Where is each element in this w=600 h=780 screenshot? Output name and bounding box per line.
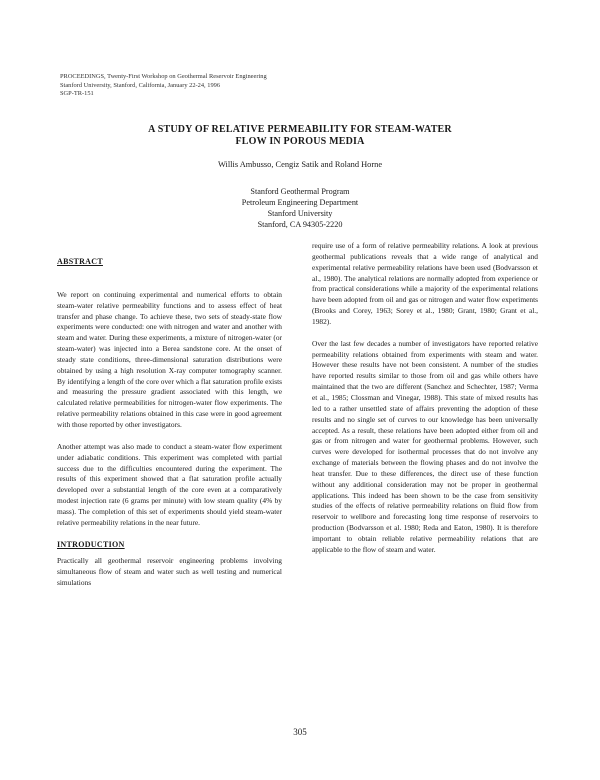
abstract-paragraph: We report on continuing experimental and numerical efforts to obtain steam-water relative permeability functions and to assess effect of heat transfer and phase change. To achieve these, two sets of steady-state flow experiments were conducted: one with nitrogen and water and another with steam and water. During these experiments, a mixture of nitrogen-water (or steam-water) was injected into a Berea sandstone core. At the onset of steady state conditions, three-dimensional saturation distributions were obtained by using a high resolution X-ray computer tomography scanner. By identifying a length of the core over which a flat saturation profile exists and measuring the pressure gradient associated with this length, we calculated relative permeabilities for nitrogen-water flow experiments. The relative permeability relations obtained in this case were in good agreement with those reported by other investigators. [57,289,282,429]
right-column [312,241,538,567]
author-list: Willis Ambusso, Cengiz Satik and Roland Horne [217,160,383,169]
title-line: A STUDY OF RELATIVE PERMEABILITY FOR STEAM-WATER [148,124,452,135]
affiliation [0,186,600,230]
proceedings-line: PROCEEDINGS, Twenty-First Workshop on Geothermal Reservoir Engineering [60,73,267,80]
body-paragraph: Over the last few decades a number of investigators have reported relative permeability relations obtained from experiments with steam and water. However these results have not been consistent. A number of the studies have reported results similar to those from oil and gas while others have maintained that the two are different (Sanchez and Schechter, 1987; Verma et al., 1985; Clossman and Vinegar, 1988). This state of mixed results has led to a rather unsettled state of affairs preventing the adoption of these results and no single set of curves to our knowledge has been universally accepted. As a result, these relations have been adopted either from oil and gas or from nitrogen and water for geothermal problems. However, such curves were developed for isothermal processes that do not involve any exchange of materials between the flowing phases and do not involve the heat transfer. Due to these differences, the direct use of these function without any additional consideration may not be proper in geothermal applications. This indeed has been shown to be the case from sensitivity studies of the effects of relative permeability relations on fluid flow from reservoir to wellbore and forecasting long time response of reservoirs to production (Bodvarsson et al. 1980; Reda and Eaton, 1980). It is therefore important to obtain reliable relative permeability relations that are applicable to the flow of steam and water. [312,338,538,554]
page-number: 305 [293,727,307,737]
affiliation-line: Stanford Geothermal Program [250,187,350,196]
introduction-paragraph: Practically all geothermal reservoir engineering problems involving simultaneous flow of steam and water such as well testing and numerical simulations [57,556,282,588]
affiliation-line: Stanford University [267,209,333,218]
proceedings-header [60,73,360,99]
paper-title [0,124,600,148]
abstract-paragraph: Another attempt was also made to conduct a steam-water flow experiment under adiabatic conditions. This experiment was completed with partial success due to the difficulties encountered during the experiment. The results of this experiment showed that a flat saturation profile actually developed over a substantial length of the core even at a comparatively modest injection rate (6 grams per minute) with low steam quality (4% by mass). The completion of this set of experiments should yield steam-water relative permeability relations in the near future. [57,441,282,527]
abstract-heading: ABSTRACT [57,257,103,266]
introduction-heading: INTRODUCTION [57,539,125,549]
body-paragraph: require use of a form of relative permeability relations. A look at previous geothermal publications reveals that a wide range of analytical and experimental relative permeability relations have been used (Bodvarsson et al., 1980). The analytical relations are normally adopted from experience or from practical considerations while a majority of the experimental relations have been adopted from oil and gas or nitrogen and water flow experiments (Brooks and Corey, 1963; Sorey et al., 1980; Grant, 1980; Grant et al., 1982). [312,241,538,326]
affiliation-line: Petroleum Engineering Department [241,198,359,207]
affiliation-line: Stanford, CA 94305-2220 [257,220,343,229]
title-line: FLOW IN POROUS MEDIA [235,136,365,147]
proceedings-line: Stanford University, Stanford, California, January 22-24, 1996 [60,81,221,89]
left-column [57,257,282,600]
proceedings-line: SGP-TR-151 [60,90,94,98]
